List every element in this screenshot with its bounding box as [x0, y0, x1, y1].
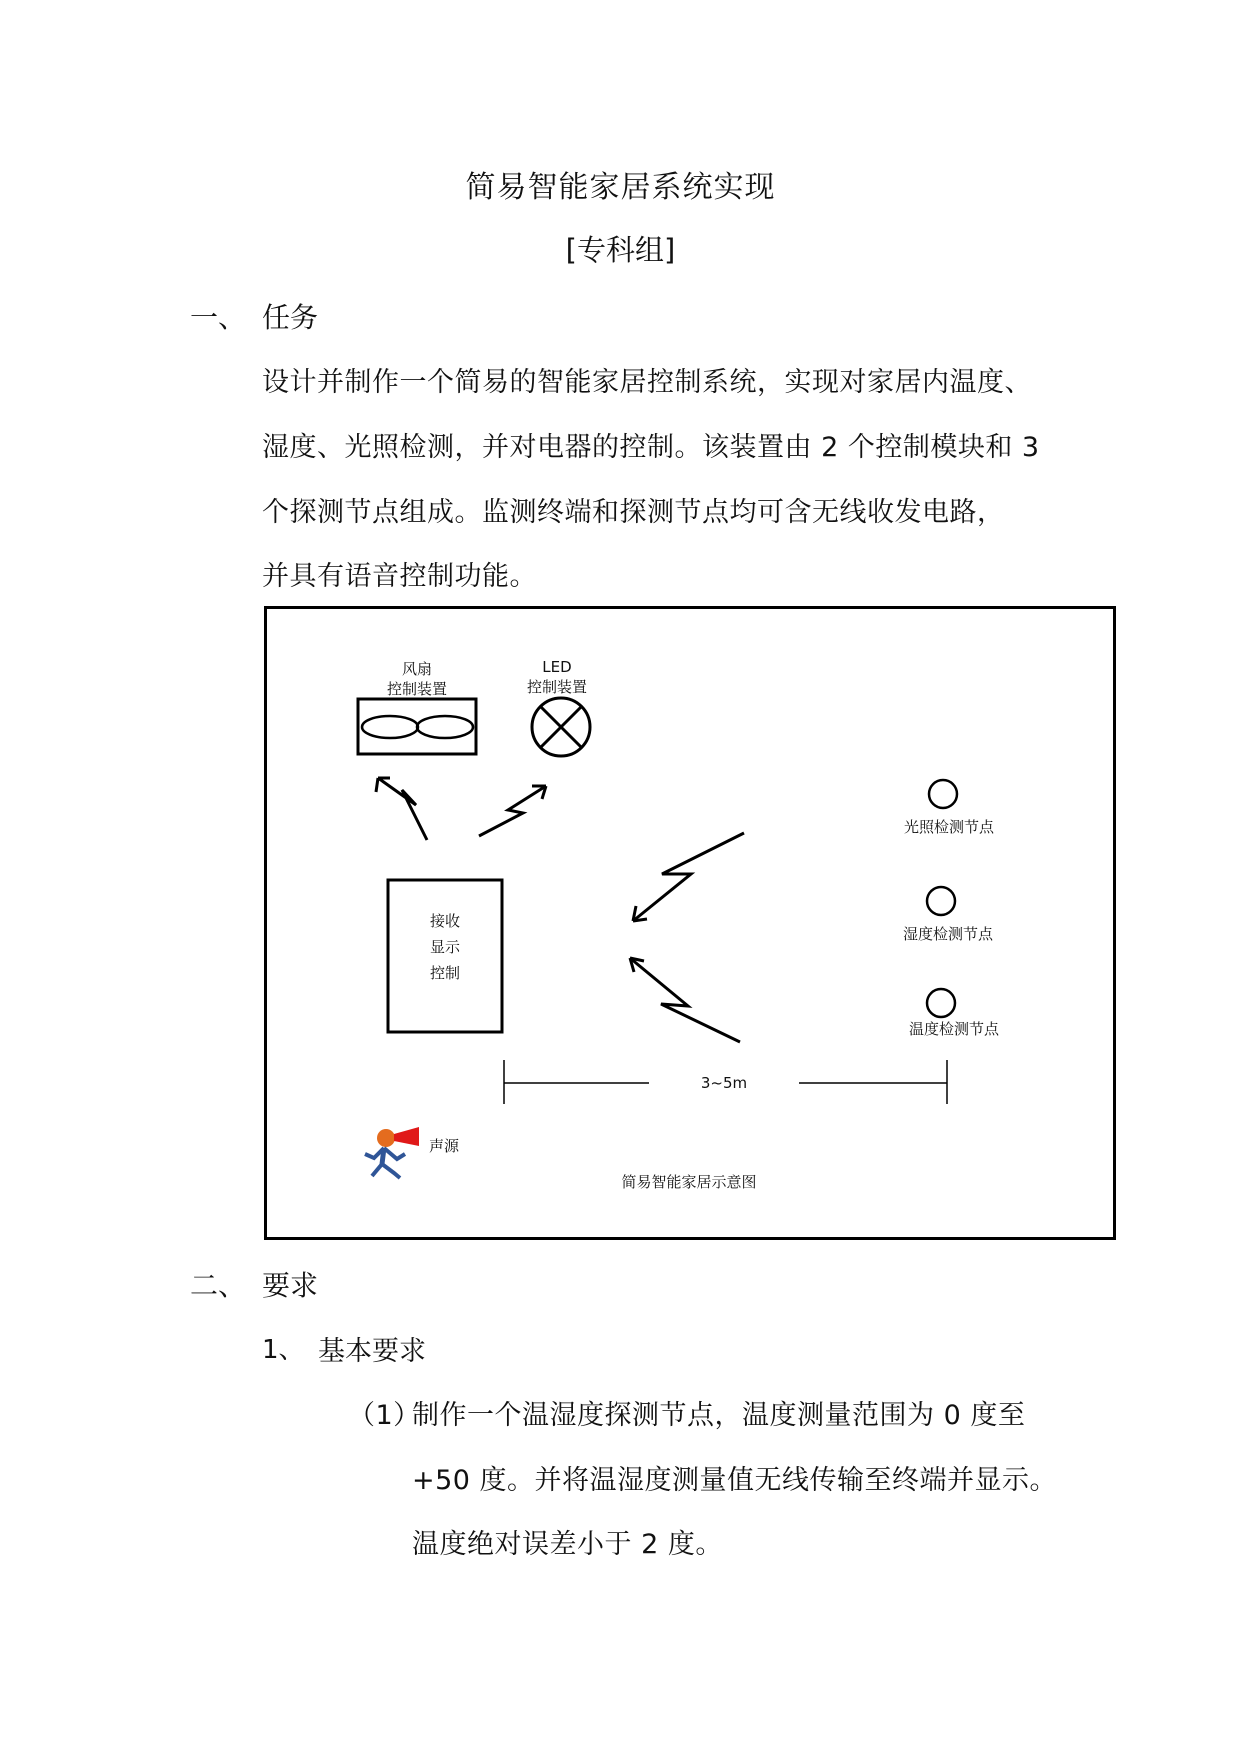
- task-line-4: 并具有语音控制功能。: [262, 561, 537, 592]
- section-1-number: 一、: [190, 301, 247, 334]
- document-subtitle: [专科组]: [565, 233, 676, 267]
- sound-source-label: 声源: [429, 1137, 460, 1155]
- led-label-2: 控制装置: [526, 678, 588, 696]
- light-node-label: 光照检测节点: [903, 818, 995, 836]
- section-2-heading: 要求: [262, 1269, 319, 1302]
- task-line-2: 湿度、光照检测，并对电器的控制。该装置由 2 个控制模块和 3: [262, 432, 1040, 463]
- task-line-3: 个探测节点组成。监测终端和探测节点均可含无线收发电路，: [262, 497, 1005, 528]
- receiver-label-3: 控制: [429, 964, 461, 982]
- distance-label: 3~5m: [700, 1074, 748, 1092]
- receiver-label-1: 接收: [429, 912, 461, 930]
- item-1-line-2: +50 度。并将温湿度测量值无线传输至终端并显示。: [412, 1465, 1058, 1496]
- basic-requirements-number: 1、: [262, 1335, 305, 1365]
- receiver-label-2: 显示: [429, 938, 461, 956]
- section-2-number: 二、: [190, 1269, 247, 1302]
- temperature-node-label: 温度检测节点: [908, 1020, 1000, 1038]
- item-1-line-3: 温度绝对误差小于 2 度。: [412, 1529, 723, 1560]
- diagram-frame: [266, 608, 1115, 1239]
- fan-label-1: 风扇: [401, 660, 433, 678]
- humidity-node-label: 湿度检测节点: [902, 925, 994, 943]
- led-label-1: LED: [542, 658, 572, 676]
- item-1-line-1: 制作一个温湿度探测节点，温度测量范围为 0 度至: [412, 1400, 1026, 1431]
- fan-label-2: 控制装置: [386, 680, 448, 698]
- section-1-heading: 任务: [262, 301, 319, 334]
- basic-requirements-heading: 基本要求: [318, 1336, 426, 1367]
- task-line-1: 设计并制作一个简易的智能家居控制系统，实现对家居内温度、: [262, 367, 1032, 398]
- item-1-number: （1）: [348, 1400, 421, 1431]
- document-title: 简易智能家居系统实现: [465, 170, 776, 205]
- diagram-caption: 简易智能家居示意图: [621, 1173, 757, 1191]
- smart-home-diagram: [264, 606, 1116, 1240]
